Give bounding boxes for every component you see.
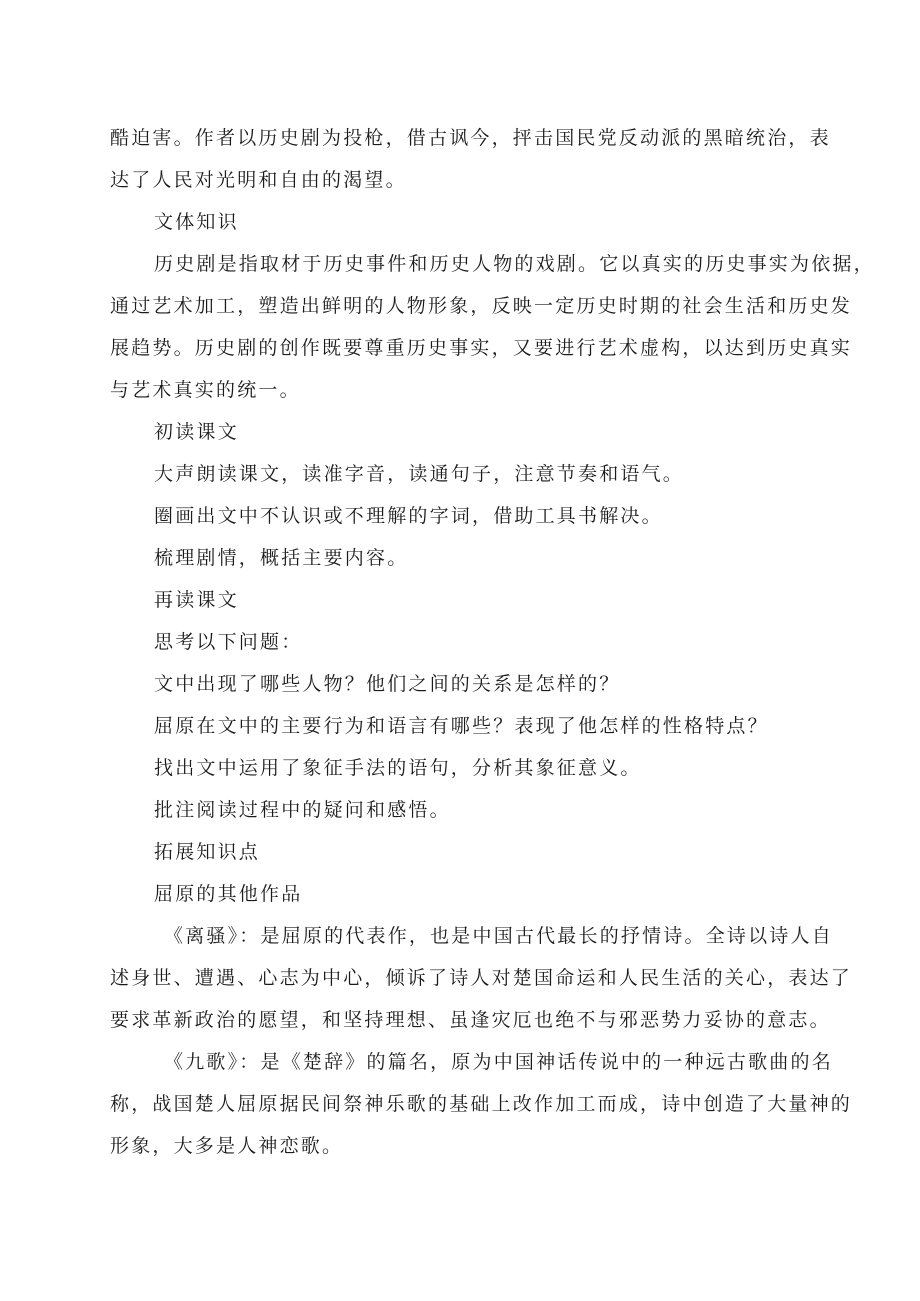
jiuge-line-1: 《九歌》：是《楚辞》的篇名，原为中国神话传说中的一种远古歌曲的名 [164, 1051, 833, 1073]
heading-genre-knowledge: 文体知识 [154, 211, 239, 233]
paragraph-intro-line-1: 酷迫害。作者以历史剧为投枪，借古讽今，抨击国民党反动派的黑暗统治，表 [110, 127, 831, 149]
heading-first-reading: 初读课文 [154, 421, 239, 443]
rereading-question-3: 找出文中运用了象征手法的语句，分析其象征意义。 [154, 757, 642, 779]
rereading-question-2: 屈原在文中的主要行为和语言有哪些？表现了他怎样的性格特点？ [154, 715, 769, 737]
lisao-line-3: 要求革新政治的愿望，和坚持理想、虽逢灾厄也绝不与邪恶势力妥协的意志。 [110, 1009, 831, 1031]
rereading-question-4: 批注阅读过程中的疑问和感悟。 [154, 799, 451, 821]
rereading-question-1: 文中出现了哪些人物？他们之间的关系是怎样的？ [154, 673, 621, 695]
jiuge-line-2: 称，战国楚人屈原据民间祭神乐歌的基础上改作加工而成，诗中创造了大量神的 [110, 1093, 853, 1115]
jiuge-line-3: 形象，大多是人神恋歌。 [110, 1135, 344, 1157]
paragraph-genre-line-1: 历史剧是指取材于历史事件和历史人物的戏剧。它以真实的历史事实为依据， [154, 253, 875, 275]
paragraph-genre-line-2: 通过艺术加工，塑造出鲜明的人物形象，反映一定历史时期的社会生活和历史发 [110, 295, 853, 317]
first-reading-item-3: 梳理剧情，概括主要内容。 [154, 547, 409, 569]
rereading-intro: 思考以下问题： [154, 631, 303, 653]
paragraph-genre-line-3: 展趋势。历史剧的创作既要尊重历史事实，又要进行艺术虚构，以达到历史真实 [110, 337, 853, 359]
heading-extended-knowledge: 拓展知识点 [154, 841, 261, 863]
lisao-line-1: 《离骚》：是屈原的代表作，也是中国古代最长的抒情诗。全诗以诗人自 [164, 925, 833, 947]
first-reading-item-1: 大声朗读课文，读准字音，读通句子，注意节奏和语气。 [154, 463, 685, 485]
lisao-line-2: 述身世、遭遇、心志为中心，倾诉了诗人对楚国命运和人民生活的关心，表达了 [110, 967, 853, 989]
paragraph-genre-line-4: 与艺术真实的统一。 [110, 379, 301, 401]
paragraph-intro-line-2: 达了人民对光明和自由的渴望。 [110, 169, 407, 191]
first-reading-item-2: 圈画出文中不认识或不理解的字词，借助工具书解决。 [154, 505, 663, 527]
heading-rereading: 再读课文 [154, 589, 239, 611]
heading-other-works: 屈原的其他作品 [154, 883, 303, 905]
